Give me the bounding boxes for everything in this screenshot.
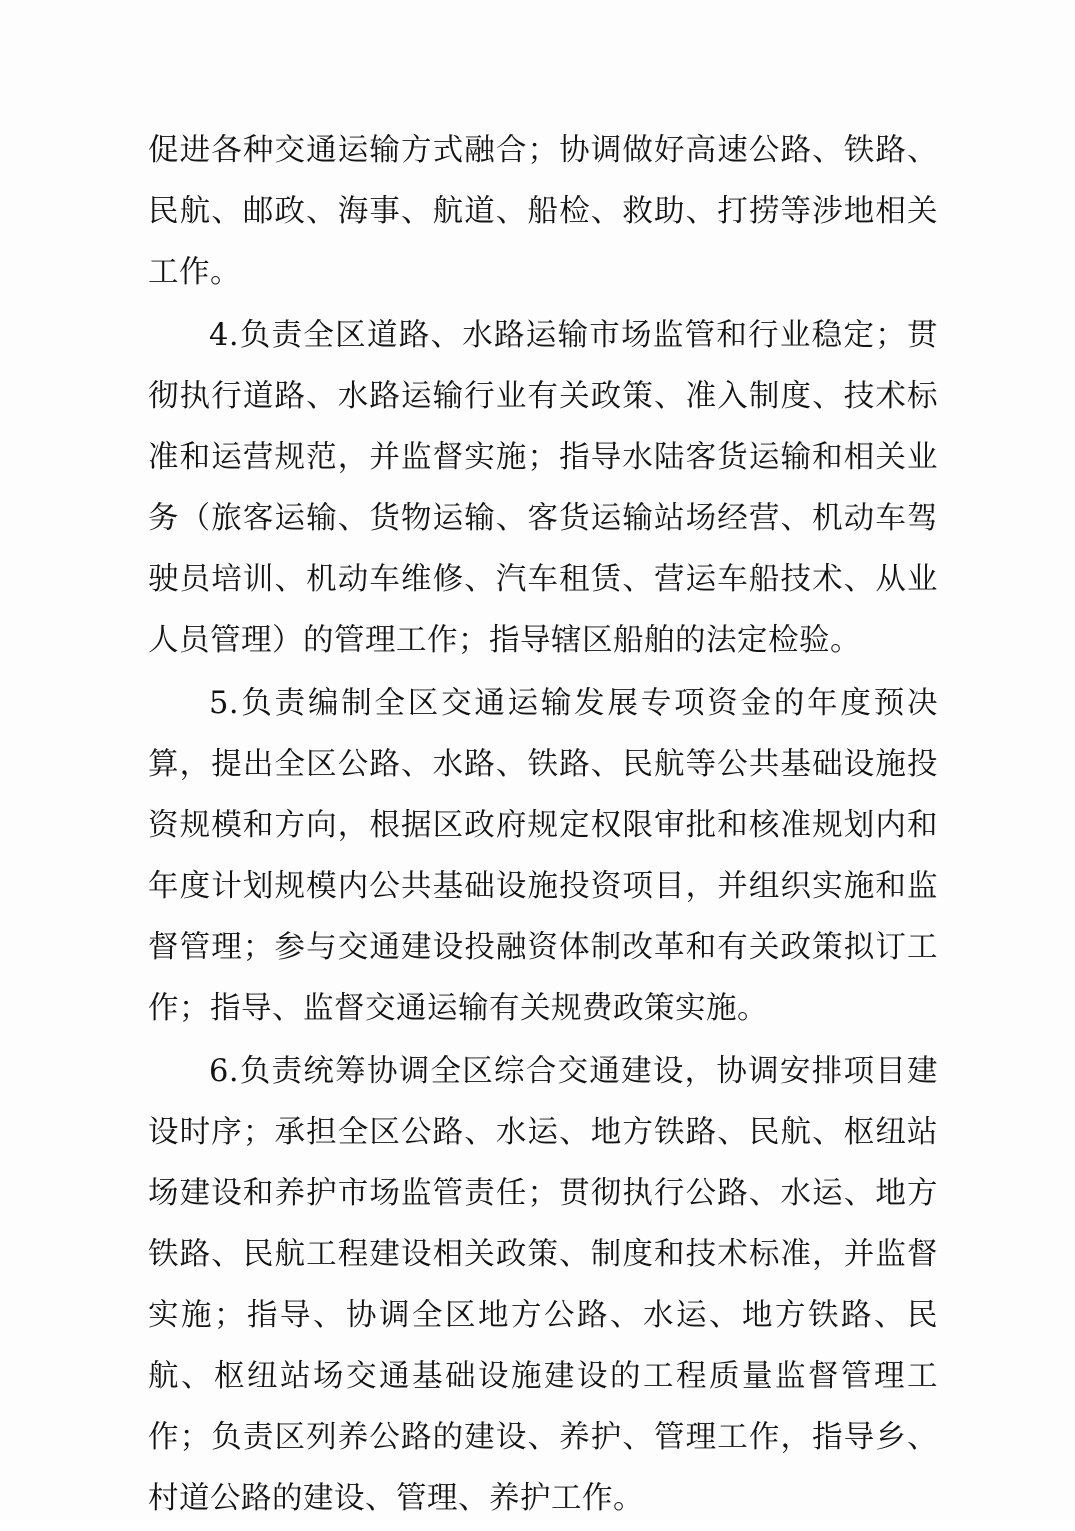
paragraph-continued: 促进各种交通运输方式融合；协调做好高速公路、铁路、民航、邮政、海事、航道、船检、救助、打捞等涉地相关工作。 — [148, 133, 938, 290]
paragraph-item-6: 6.负责统筹协调全区综合交通建设，协调安排项目建设时序；承担全区公路、水运、地方铁路、民航、枢纽站场建设和养护市场监管责任；贯彻执行公路、水运、地方铁路、民航工程建设相关政策、制度和技术标准，并监督实施；指导、协调全区地方公路、水运、地方铁路、民航、枢纽站场交通基础设施建设的工程质量监督管理工作；负责区列养公路的建设、养护、管理工作，指导乡、村道公路的建设、管理、养护工作。 — [148, 1054, 938, 1516]
document-body — [148, 120, 938, 1531]
paragraph-item-4: 4.负责全区道路、水路运输市场监管和行业稳定；贯彻执行道路、水路运输行业有关政策、准入制度、技术标准和运营规范，并监督实施；指导水陆客货运输和相关业务（旅客运输、货物运输、客货运输站场经营、机动车驾驶员培训、机动车维修、汽车租赁、营运车船技术、从业人员管理）的管理工作；指导辖区船舶的法定检验。 — [148, 318, 938, 658]
paragraph-item-5: 5.负责编制全区交通运输发展专项资金的年度预决算，提出全区公路、水路、铁路、民航等公共基础设施投资规模和方向，根据区政府规定权限审批和核准规划内和年度计划规模内公共基础设施投资项目，并组织实施和监督管理；参与交通建设投融资体制改革和有关政策拟订工作；指导、监督交通运输有关规费政策实施。 — [148, 686, 938, 1026]
